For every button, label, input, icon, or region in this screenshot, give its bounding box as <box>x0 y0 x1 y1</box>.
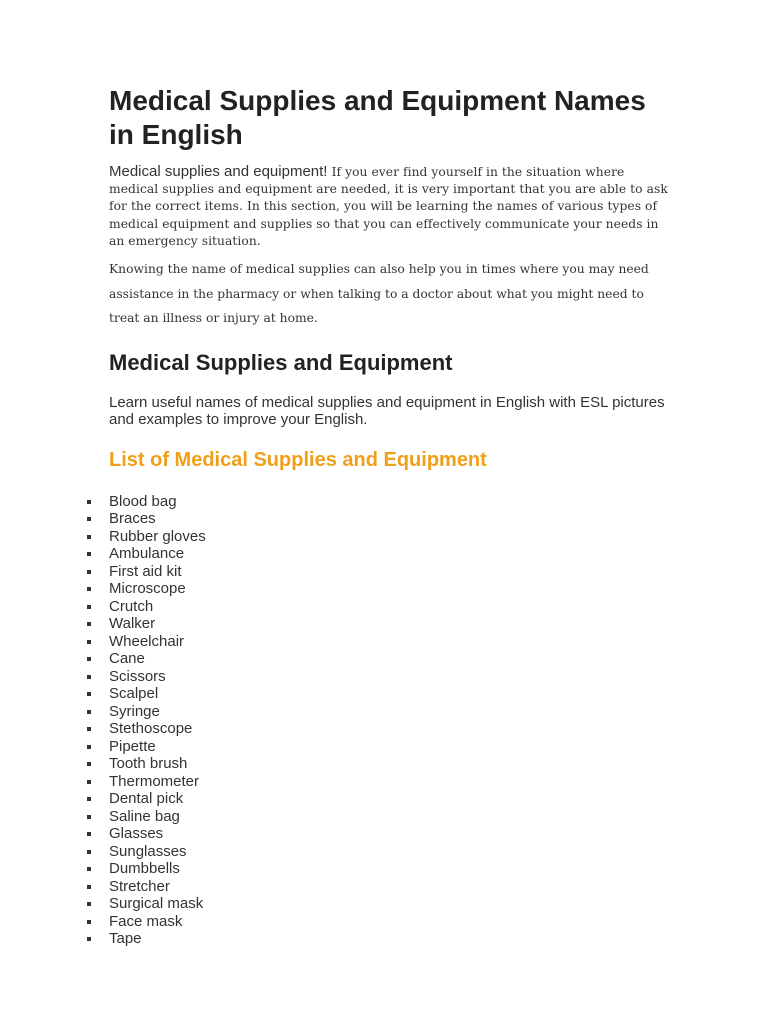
bullet-icon <box>87 640 91 644</box>
list-heading: List of Medical Supplies and Equipment <box>109 448 487 471</box>
bullet-icon <box>87 780 91 784</box>
bullet-icon <box>87 867 91 871</box>
list-item-label: Wheelchair <box>109 632 185 650</box>
list-item <box>109 913 669 931</box>
list-item-label: Tape <box>109 930 142 948</box>
list-item <box>109 738 669 756</box>
list-item-label: Cane <box>109 650 145 668</box>
list-item <box>109 930 669 948</box>
list-item <box>109 598 669 616</box>
list-item <box>109 510 669 528</box>
list-item <box>109 668 669 686</box>
intro-lead-text: Medical supplies and equipment! <box>109 163 328 180</box>
list-item-label: Dumbbells <box>109 860 180 878</box>
list-item-label: Scissors <box>109 667 166 685</box>
bullet-icon <box>87 745 91 749</box>
list-item <box>109 545 669 563</box>
list-item <box>109 633 669 651</box>
list-item <box>109 650 669 668</box>
list-item-label: Tooth brush <box>109 755 188 773</box>
bullet-icon <box>87 605 91 609</box>
list-item <box>109 720 669 738</box>
list-item-label: Face mask <box>109 912 183 930</box>
bullet-icon <box>87 517 91 521</box>
bullet-icon <box>87 815 91 819</box>
list-item-label: Microscope <box>109 580 186 598</box>
intro-body-text: If you ever find yourself in the situation where medical supplies and equipment are needed, it is very important that you are able to ask for the correct items. In this section, you will be learning the names of various types of medical equipment and supplies so that you can effectively communicate your needs in an emergency situation. <box>109 165 668 248</box>
bullet-icon <box>87 692 91 696</box>
list-item-label: Syringe <box>109 702 160 720</box>
list-item-label: Braces <box>109 510 156 528</box>
list-item-label: Thermometer <box>109 772 200 790</box>
section-heading: Medical Supplies and Equipment <box>109 349 453 375</box>
list-item <box>109 790 669 808</box>
list-item-label: Sunglasses <box>109 842 187 860</box>
list-item-label: Scalpel <box>109 685 159 703</box>
second-paragraph: Knowing the name of medical supplies can also help you in times where you may need assistance in the pharmacy or when talking to a doctor about what you might need to treat an illness or injury at home. <box>109 262 649 326</box>
bullet-icon <box>87 587 91 591</box>
list-item-label: Stretcher <box>109 877 170 895</box>
list-item-label: Walker <box>109 615 156 633</box>
bullet-icon <box>87 727 91 731</box>
list-item <box>109 755 669 773</box>
list-item <box>109 615 669 633</box>
bullet-icon <box>87 937 91 941</box>
list-item <box>109 895 669 913</box>
list-item-label: Crutch <box>109 597 154 615</box>
list-item <box>109 773 669 791</box>
list-item <box>109 685 669 703</box>
list-item-label: Dental pick <box>109 790 184 808</box>
bullet-icon <box>87 535 91 539</box>
list-item <box>109 878 669 896</box>
bullet-icon <box>87 675 91 679</box>
list-item-label: Rubber gloves <box>109 527 206 545</box>
list-item <box>109 843 669 861</box>
list-item <box>109 860 669 878</box>
bullet-icon <box>87 850 91 854</box>
list-item-label: First aid kit <box>109 562 182 580</box>
list-item-label: Ambulance <box>109 545 185 563</box>
list-item-label: Glasses <box>109 825 164 843</box>
bullet-icon <box>87 797 91 801</box>
list-item <box>109 563 669 581</box>
list-item <box>109 825 669 843</box>
list-item <box>109 703 669 721</box>
bullet-icon <box>87 570 91 574</box>
bullet-icon <box>87 500 91 504</box>
list-item-label: Blood bag <box>109 492 177 510</box>
list-item <box>109 528 669 546</box>
bullet-icon <box>87 885 91 889</box>
list-item <box>109 580 669 598</box>
page-title: Medical Supplies and Equipment Names in English <box>109 85 646 150</box>
section-description: Learn useful names of medical supplies and equipment in English with ESL pictures and examples to improve your English. <box>109 393 665 428</box>
document-page <box>109 84 669 948</box>
list-item-label: Saline bag <box>109 807 180 825</box>
bullet-icon <box>87 657 91 661</box>
bullet-icon <box>87 622 91 626</box>
bullet-icon <box>87 902 91 906</box>
bullet-icon <box>87 832 91 836</box>
bullet-icon <box>87 710 91 714</box>
list-item-label: Stethoscope <box>109 720 193 738</box>
bullet-icon <box>87 552 91 556</box>
intro-paragraph <box>109 163 669 250</box>
list-item <box>109 493 669 511</box>
supplies-list <box>109 493 669 948</box>
bullet-icon <box>87 762 91 766</box>
list-item <box>109 808 669 826</box>
list-item-label: Surgical mask <box>109 895 204 913</box>
bullet-icon <box>87 920 91 924</box>
list-item-label: Pipette <box>109 737 156 755</box>
